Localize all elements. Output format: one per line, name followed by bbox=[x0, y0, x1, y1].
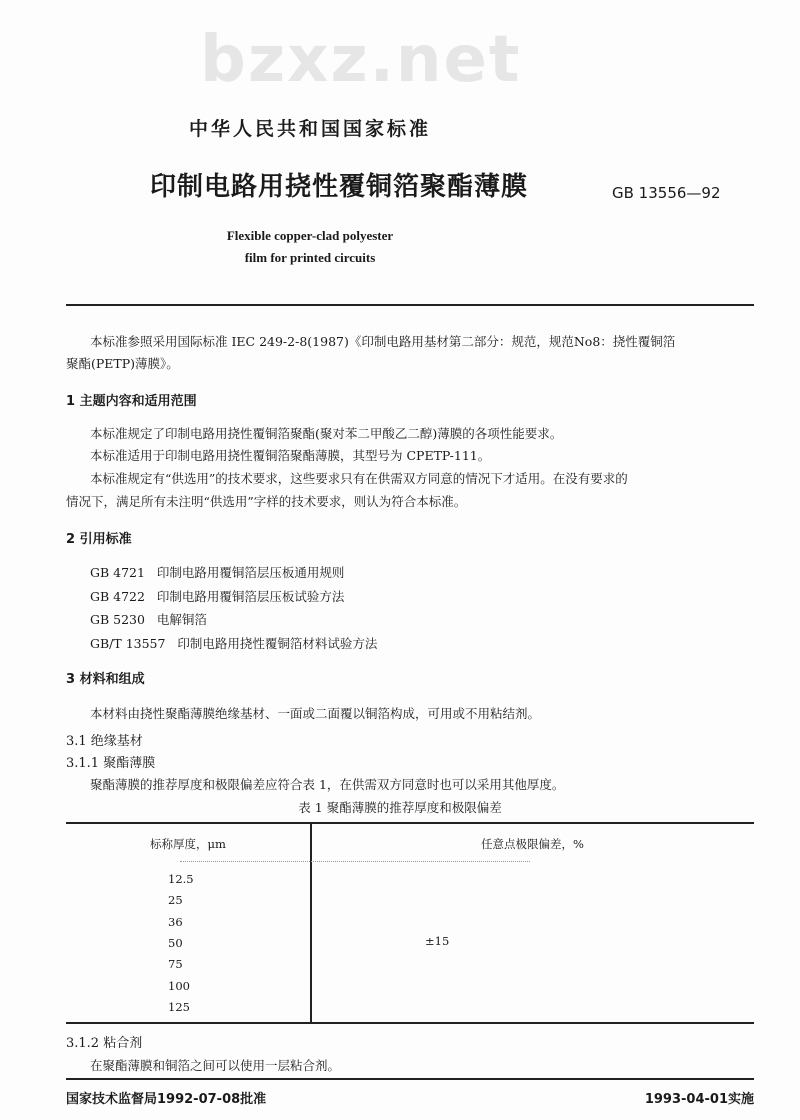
document-title: 印制电路用挠性覆铜箔聚酯薄膜 bbox=[150, 172, 529, 202]
table-row-thickness: 25 bbox=[168, 893, 183, 908]
reference-item bbox=[90, 610, 207, 628]
intro-line1: 本标准参照采用国际标准 IEC 249-2-8(1987)《印制电路用基材第二部分：规范，规范No8：挠性覆铜箔 bbox=[90, 334, 676, 349]
effective-date: 1993-04-01实施 bbox=[644, 1092, 754, 1107]
table-bottom-rule bbox=[66, 1022, 754, 1024]
section3-1-2-heading: 3.1.2 粘合剂 bbox=[66, 1036, 143, 1051]
english-title-line2: film for printed circuits bbox=[244, 250, 376, 265]
watermark: bzxz.net bbox=[200, 23, 522, 97]
reference-name: 印制电路用挠性覆铜箔材料试验方法 bbox=[177, 635, 378, 651]
reference-code: GB/T 13557 bbox=[90, 635, 166, 651]
table-column-divider bbox=[310, 823, 312, 1023]
table-row-thickness: 36 bbox=[168, 914, 183, 929]
table-row-thickness: 125 bbox=[168, 999, 190, 1014]
section1-heading: 1 主题内容和适用范围 bbox=[66, 394, 197, 409]
table-header-rule bbox=[180, 861, 530, 862]
section1-p1: 本标准规定了印制电路用挠性覆铜箔聚酯(聚对苯二甲酸乙二醇)薄膜的各项性能要求。 bbox=[90, 426, 563, 441]
section3-1-1-heading: 3.1.1 聚酯薄膜 bbox=[66, 756, 156, 771]
table-row-thickness: 75 bbox=[168, 957, 183, 972]
section3-p1: 本材料由挠性聚酯薄膜绝缘基材、一面或二面覆以铜箔构成，可用或不用粘结剂。 bbox=[90, 706, 541, 721]
table-row-thickness: 100 bbox=[168, 978, 190, 993]
section1-p3a: 本标准规定有“供选用”的技术要求，这些要求只有在供需双方同意的情况下才适用。在没有要求的 bbox=[90, 471, 628, 486]
standard-number: GB 13556—92 bbox=[612, 184, 721, 202]
reference-code: GB 5230 bbox=[90, 612, 145, 627]
reference-name: 印制电路用覆铜箔层压板试验方法 bbox=[156, 588, 345, 604]
english-title-line1: Flexible copper-clad polyester bbox=[226, 228, 394, 243]
approval-date: 国家技术监督局1992-07-08批准 bbox=[66, 1092, 267, 1107]
reference-name: 电解铜箔 bbox=[156, 612, 207, 627]
table-top-rule bbox=[66, 822, 754, 824]
section3-p2: 聚酯薄膜的推荐厚度和极限偏差应符合表 1，在供需双方同意时也可以采用其他厚度。 bbox=[90, 777, 565, 792]
table-row-thickness: 50 bbox=[168, 935, 183, 950]
table-caption: 表 1 聚酯薄膜的推荐厚度和极限偏差 bbox=[298, 800, 502, 815]
reference-item bbox=[90, 563, 344, 581]
table-row-thickness: 12.5 bbox=[168, 872, 194, 886]
section3-heading: 3 材料和组成 bbox=[66, 672, 145, 687]
reference-name: 印制电路用覆铜箔层压板通用规则 bbox=[156, 565, 345, 580]
section1-p2: 本标准适用于印制电路用挠性覆铜箔聚酯薄膜，其型号为 CPETP-111。 bbox=[90, 448, 491, 463]
reference-code: GB 4721 bbox=[90, 565, 145, 580]
table-header-deviation: 任意点极限偏差，% bbox=[481, 837, 584, 851]
footer-rule bbox=[66, 1078, 754, 1080]
header-rule bbox=[66, 304, 754, 306]
section3-p3: 在聚酯薄膜和铜箔之间可以使用一层粘合剂。 bbox=[90, 1058, 341, 1073]
section3-1-heading: 3.1 绝缘基材 bbox=[66, 734, 143, 749]
deviation-value: ±15 bbox=[425, 934, 450, 948]
reference-item bbox=[90, 587, 344, 605]
reference-item bbox=[90, 634, 377, 652]
table-header-thickness: 标称厚度，μm bbox=[150, 837, 226, 851]
section2-heading: 2 引用标准 bbox=[66, 532, 132, 547]
reference-code: GB 4722 bbox=[90, 588, 145, 604]
intro-line2: 聚酯(PETP)薄膜》。 bbox=[66, 356, 179, 371]
national-standard-heading: 中华人民共和国国家标准 bbox=[188, 118, 431, 140]
section1-p3b: 情况下，满足所有未注明“供选用”字样的技术要求，则认为符合本标准。 bbox=[66, 494, 467, 509]
